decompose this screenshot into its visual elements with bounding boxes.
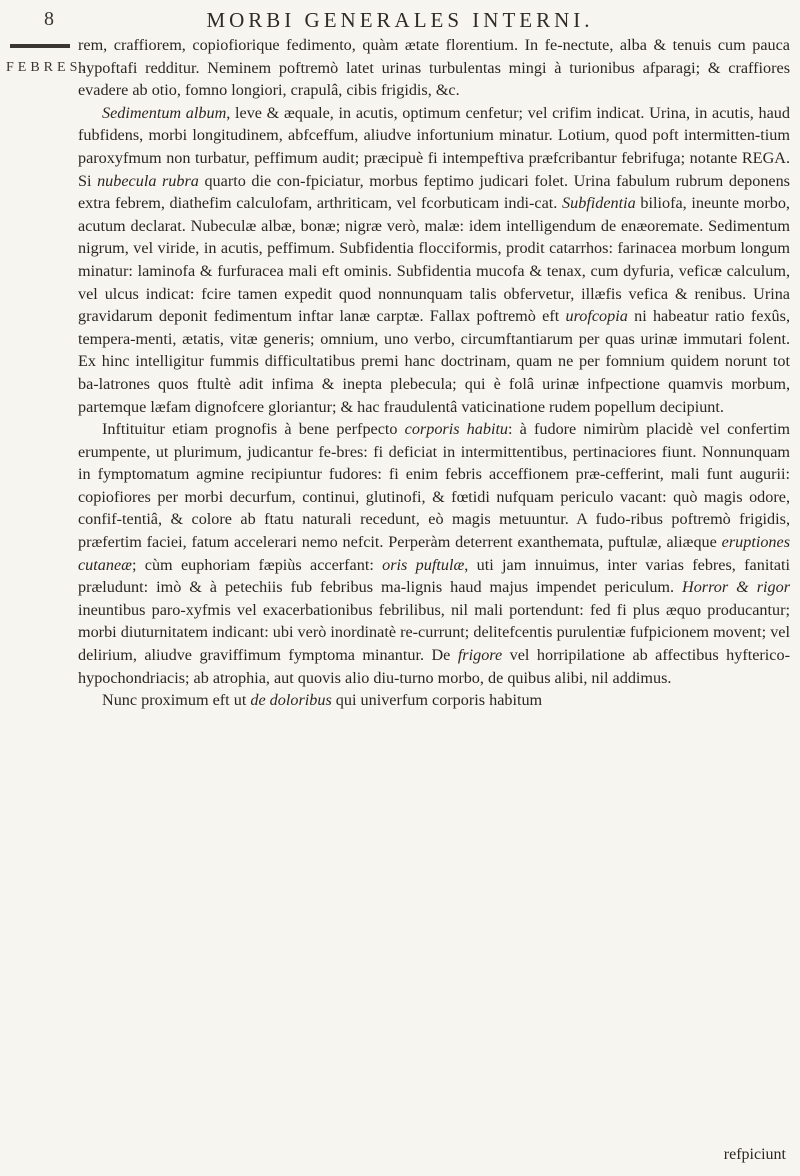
italic-term: Subfidentia xyxy=(562,194,636,213)
italic-term: urofcopia xyxy=(565,307,628,326)
italic-term: frigore xyxy=(457,646,503,665)
text-run: Inftituitur etiam prognofis à bene perfpecto xyxy=(102,420,405,439)
text-run: rem, craffiorem, copiofiorique fedimento, quàm ætate florentium. In fe-nectute, alba & tenuis cum pauca hypoftafi redditur. Neminem poftremò latet urinas turbulentas mingi à turionibus afparagi; & craffiores evadere ab otio, fomno longiori, crapulâ, cibis frigidis, &c. xyxy=(78,36,790,100)
text-run: vel horripilatione ab affectibus hyfterico-hypochondriacis; ab atrophia, aut quovis alio diu-turno morbo, de quibus alibi, nil addimus. xyxy=(78,646,790,687)
paragraph xyxy=(78,418,790,689)
italic-term: corporis habitu xyxy=(404,420,509,439)
italic-term: oris puftulæ xyxy=(382,555,465,574)
text-run: ineuntibus paro-xyfmis vel exacerbationibus febrilibus, nil mali portendunt: fed fi plus æquo producantur; morbi diuturnitatem indicant: ubi verò inordinatè re-currunt; delitefcentis purulentiæ fufpicionem movent; vel delirium, aliudve graviffimum fymptoma minantur. De xyxy=(78,600,790,665)
margin-rule xyxy=(10,44,70,48)
italic-term: Horror & rigor xyxy=(682,578,790,597)
text-run: quarto die con-fpiciatur, morbus feptimo judicari folet. Urina fabulum rubrum deponens extra febrem, diathefim calculofam, arthriticam, vel fcorbuticam indi-cat. xyxy=(78,171,790,213)
text-run: biliofa, ineunte morbo, acutum declarat. Nubeculæ albæ, bonæ; nigræ verò, malæ: idem intelligendum de enæoremate. Sedimentum nigrum, vel viride, in acutis, peffimum. Subfidentia flocciformis, prodit catarrhos: farinacea morbum longum minatur: laminofa & furfuracea mali eft ominis. Subfidentia mucofa & tenax, cum dyfuria, veficæ calculum, vel ulcus indicat: fcire tamen expedit quod nonnunquam talis obfervetur, illæfis vefica & renibus. Urina gravidarum deponit fedimentum inftar lanæ carptæ. Fallax poftremò eft xyxy=(78,194,790,326)
body-text xyxy=(78,34,790,712)
page-number: 8 xyxy=(44,8,54,30)
paragraph xyxy=(78,34,790,102)
text-run: , uti jam innuimus, inter varias febres, fanitati præludunt: imò & à petechiis fub febribus ma-lignis haud majus impendet periculum. xyxy=(78,555,791,597)
text-run: ; cùm euphoriam fæpiùs accerfant: xyxy=(131,555,383,574)
catchword: refpiciunt xyxy=(723,1146,786,1163)
text-run: Nunc proximum eft ut xyxy=(102,691,251,710)
margin-note: FEBRES. xyxy=(6,60,89,75)
italic-term: Sedimentum album xyxy=(102,103,227,122)
paragraph xyxy=(78,102,790,418)
text-run: qui univerfum corporis habitum xyxy=(331,691,543,710)
text-run: , leve & æquale, in acutis, optimum cenfetur; vel crifim indicat. Urina, in acutis, haud fubfidens, morbi longitudinem, abfceffum, aliudve infortunium minatur. Lotium, quod poft intermitten-tium paroxyfmum non turbatur, peffimum audit; præcipuè fi intempeftiva præfcribantur febrifuga; notante REGA. Si xyxy=(78,103,790,190)
italic-term: nubecula rubra xyxy=(97,171,199,190)
text-run: : à fudore nimirùm placidè vel confertim erumpente, ut plurimum, judicantur fe-bres: fi deficiat in intermittentibus, pertinaciores fiunt. Nonnunquam in fymptomatum agmine recipiuntur fudores: fi enim febris acceffionem præ-cefferint, mali funt augurii: copiofiores per morbi decurfum, continui, glutinofi, & fœtidi nufquam periculo vacant: quò magis odore, confif-tentiâ, & colore ab ftatu naturali recedunt, eò magis metuuntur. A fudo-ribus poftremò frigidis, præfertim faciei, fatum accelerari nemo nefcit. Perperàm deterrent exanthemata, puftulæ, aliæque xyxy=(78,420,790,552)
running-title: MORBI GENERALES INTERNI. xyxy=(206,8,594,32)
text-run: ni habeatur ratio fexûs, tempera-menti, ætatis, vitæ generis; omnium, uno verbo, circumftantiarum per quas urinæ immutari folent. Ex hinc intelligitur fummis difficultatibus premi hanc doctrinam, quam ne per fomnium quidem norunt tot ba-latrones quos ftultè adit infima & inepta plebecula; qui è folâ urinæ infpectione quamvis morbum, partemque læfam dignofcere gloriantur; & hac fraudulentâ vaticinatione rudem popellum decipiunt. xyxy=(78,307,790,416)
paragraph xyxy=(78,689,790,712)
italic-term: de doloribus xyxy=(250,691,332,710)
italic-term: eruptiones cutaneæ xyxy=(78,533,790,574)
